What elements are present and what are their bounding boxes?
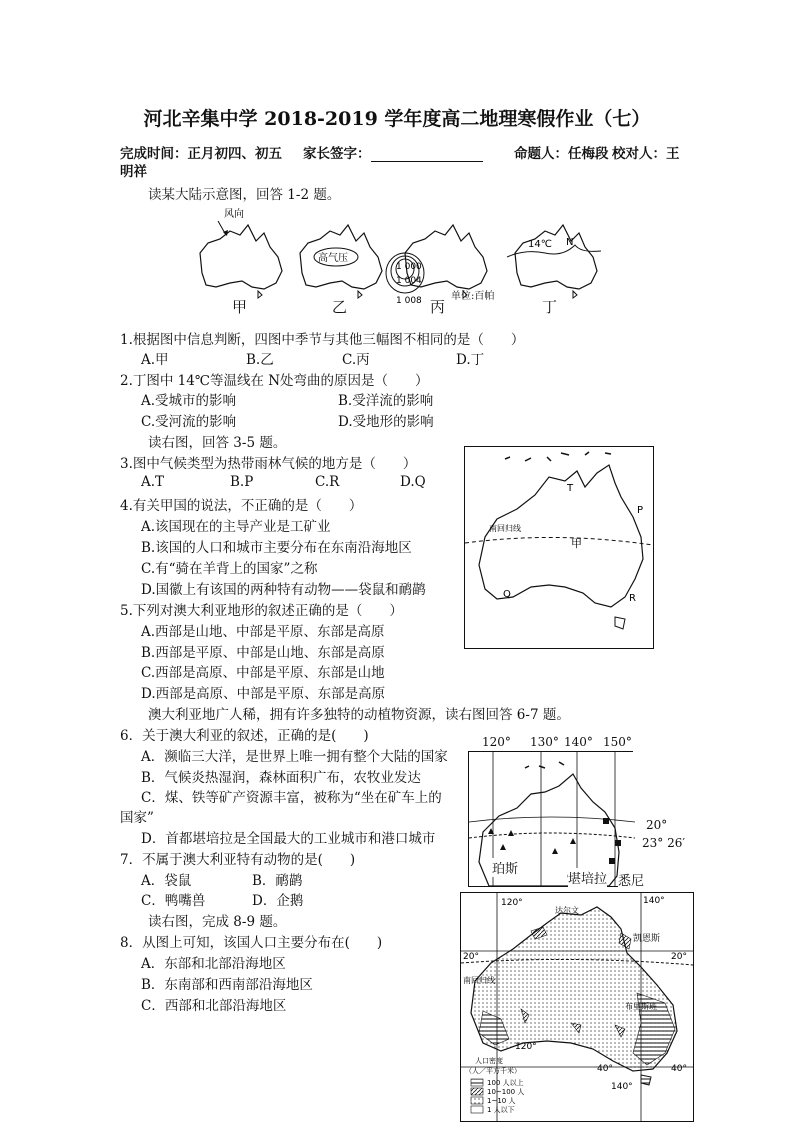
q3-option-b: B.P: [230, 474, 254, 490]
q6-option-b: B．气候炎热湿润，森林面积广布，农牧业发达: [141, 770, 421, 786]
question-1: 1.根据图中信息判断，四图中季节与其他三幅图不相同的是（ ）: [120, 332, 525, 348]
legend-100-plus: 100 人以上: [487, 1079, 524, 1087]
q8-option-a: A．东部和北部沿海地区: [141, 956, 286, 972]
question-5: 5.下列对澳大利亚地形的叙述正确的是（ ）: [120, 603, 403, 619]
high-pressure-label: 高气压: [318, 253, 348, 264]
q6-option-d: D．首都堪培拉是全国最大的工业城市和港口城市: [141, 831, 436, 847]
isobar-1004: 1 004: [396, 276, 422, 286]
lat-20-left: 20°: [463, 952, 479, 962]
q7-option-c: C．鸭嘴兽: [141, 893, 206, 909]
city-canberra: 堪培拉: [568, 868, 607, 887]
intro-3-5: 读右图，回答 3-5 题。: [148, 435, 287, 451]
lat-20: 20°: [646, 818, 668, 832]
q6-option-a: A．濒临三大洋，是世界上唯一拥有整个大陆的国家: [141, 749, 448, 765]
lon-120: 120°: [482, 735, 511, 749]
map-australia-points: [464, 446, 654, 649]
intro-8-9: 读右图，完成 8-9 题。: [148, 914, 287, 930]
question-7: 7．不属于澳大利亚特有动物的是( ): [120, 852, 356, 868]
lon-140: 140°: [564, 735, 593, 749]
city-darwin: 达尔文: [555, 906, 579, 915]
reviewer-continued: 明祥: [120, 164, 147, 180]
q8-option-b: B．东南部和西南部沿海地区: [141, 977, 313, 993]
q7-option-b: B．鸸鹋: [252, 873, 303, 889]
lat-40-left: 40°: [597, 1064, 613, 1074]
isobar-1008: 1 008: [396, 296, 422, 306]
tropic-label: 南回归线: [489, 524, 521, 533]
city-sydney: 悉尼: [618, 870, 644, 889]
lon-top-120: 120°: [501, 898, 523, 908]
reviewer: 校对人：王: [612, 146, 680, 162]
page-title: 河北辛集中学 2018-2019 学年度高二地理寒假作业（七）: [143, 108, 651, 130]
q4-option-a: A.该国现在的主导产业是工矿业: [141, 519, 331, 535]
legend-title: 人口密度: [475, 1057, 503, 1065]
lon-bottom-140: 140°: [611, 1082, 633, 1092]
completion-time: 完成时间：正月初四、初五: [120, 146, 282, 162]
legend-1-10: 1~10 人: [487, 1097, 516, 1105]
q1-option-d: D.丁: [456, 352, 485, 368]
point-q: Q: [503, 589, 511, 600]
lat-20-right: 20°: [671, 952, 687, 962]
city-cairns: 凯恩斯: [633, 934, 661, 944]
q1-option-c: C.丙: [342, 352, 370, 368]
map-jia: [200, 221, 282, 298]
question-8: 8．从图上可知，该国人口主要分布在( ): [120, 935, 383, 951]
q3-option-c: C.R: [315, 474, 340, 490]
legend-unit: （人／平方千米）: [465, 1067, 521, 1075]
q4-option-c: C.有“骑在羊背上的国家”之称: [141, 561, 318, 577]
q5-option-b: B.西部是平原、中部是山地、东部是高原: [141, 645, 385, 661]
panel-bing: 丙: [430, 298, 446, 316]
unit-label: 单位:百帕: [451, 291, 495, 302]
map-ding: [507, 225, 601, 298]
country-jia: 甲: [571, 537, 582, 550]
temp-label: 14℃: [528, 239, 552, 250]
q7-option-d: D．企鹅: [252, 893, 304, 909]
intro-6-7: 澳大利亚地广人稀，拥有许多独特的动植物资源，读右图回答 6-7 题。: [148, 707, 570, 723]
signature-line: [371, 149, 483, 162]
lon-top-140: 140°: [643, 896, 665, 906]
lat-tropic: 23° 26′: [642, 836, 686, 850]
city-brisbane: 布里斯班: [625, 1002, 657, 1011]
panel-yi: 乙: [332, 298, 348, 316]
isobar-1000: 1 000: [396, 262, 422, 272]
city-perth: 珀斯: [492, 858, 518, 877]
q2-option-c: C.受河流的影响: [141, 414, 237, 430]
q5-option-c: C.西部是高原、中部是平原、东部是山地: [141, 665, 385, 681]
lon-150: 150°: [603, 735, 632, 749]
intro-1-2: 读某大陆示意图，回答 1-2 题。: [148, 187, 341, 203]
lat-40-right: 40°: [671, 1064, 687, 1074]
author: 命题人：任梅段: [514, 146, 609, 162]
q4-option-b: B.该国的人口和城市主要分布在东南沿海地区: [141, 540, 412, 556]
lon-bottom-120: 120°: [515, 1042, 537, 1052]
map-population-density: [460, 892, 694, 1122]
q8-option-c: C．西部和北部沿海地区: [141, 998, 287, 1014]
panel-ding: 丁: [542, 298, 558, 316]
point-p: P: [637, 505, 644, 516]
point-t: T: [567, 483, 574, 494]
lon-130: 130°: [530, 735, 559, 749]
parent-signature: [303, 142, 483, 162]
q2-option-a: A.受城市的影响: [141, 393, 237, 409]
n-label: N: [566, 237, 574, 248]
q1-option-b: B.乙: [246, 352, 274, 368]
panel-jia: 甲: [232, 298, 248, 316]
wind-label: 风向: [224, 209, 244, 220]
question-4: 4.有关甲国的说法，不正确的是（ ）: [120, 498, 363, 514]
tropic-label-map4: 南回归线: [463, 976, 495, 985]
q3-option-a: A.T: [141, 474, 165, 490]
q6-option-c: C．煤、铁等矿产资源丰富，被称为“坐在矿车上的: [141, 790, 442, 806]
q5-option-a: A.西部是山地、中部是平原、东部是高原: [141, 624, 385, 640]
q2-option-d: D.受地形的影响: [338, 414, 434, 430]
point-r: R: [629, 593, 636, 604]
q1-option-a: A.甲: [141, 352, 169, 368]
legend-10-100: 10~100 人: [487, 1088, 525, 1096]
q2-option-b: B.受洋流的影响: [338, 393, 434, 409]
question-3: 3.图中气候类型为热带雨林气候的地方是（ ）: [120, 456, 417, 472]
question-6: 6．关于澳大利亚的叙述，正确的是( ): [120, 728, 369, 744]
q6-option-c-cont: 国家”: [120, 810, 154, 826]
q7-option-a: A．袋鼠: [141, 873, 192, 889]
question-2: 2.丁图中 14℃等温线在 N处弯曲的原因是（ ）: [120, 373, 429, 389]
parent-signature-label: 家长签字：: [303, 146, 371, 162]
q3-option-d: D.Q: [400, 474, 426, 490]
q5-option-d: D.西部是高原、中部是平原、东部是高原: [141, 686, 386, 702]
q4-option-d: D.国徽上有该国的两种特有动物——袋鼠和鸸鹋: [141, 582, 426, 598]
legend-under-1: 1 人以下: [487, 1106, 515, 1114]
